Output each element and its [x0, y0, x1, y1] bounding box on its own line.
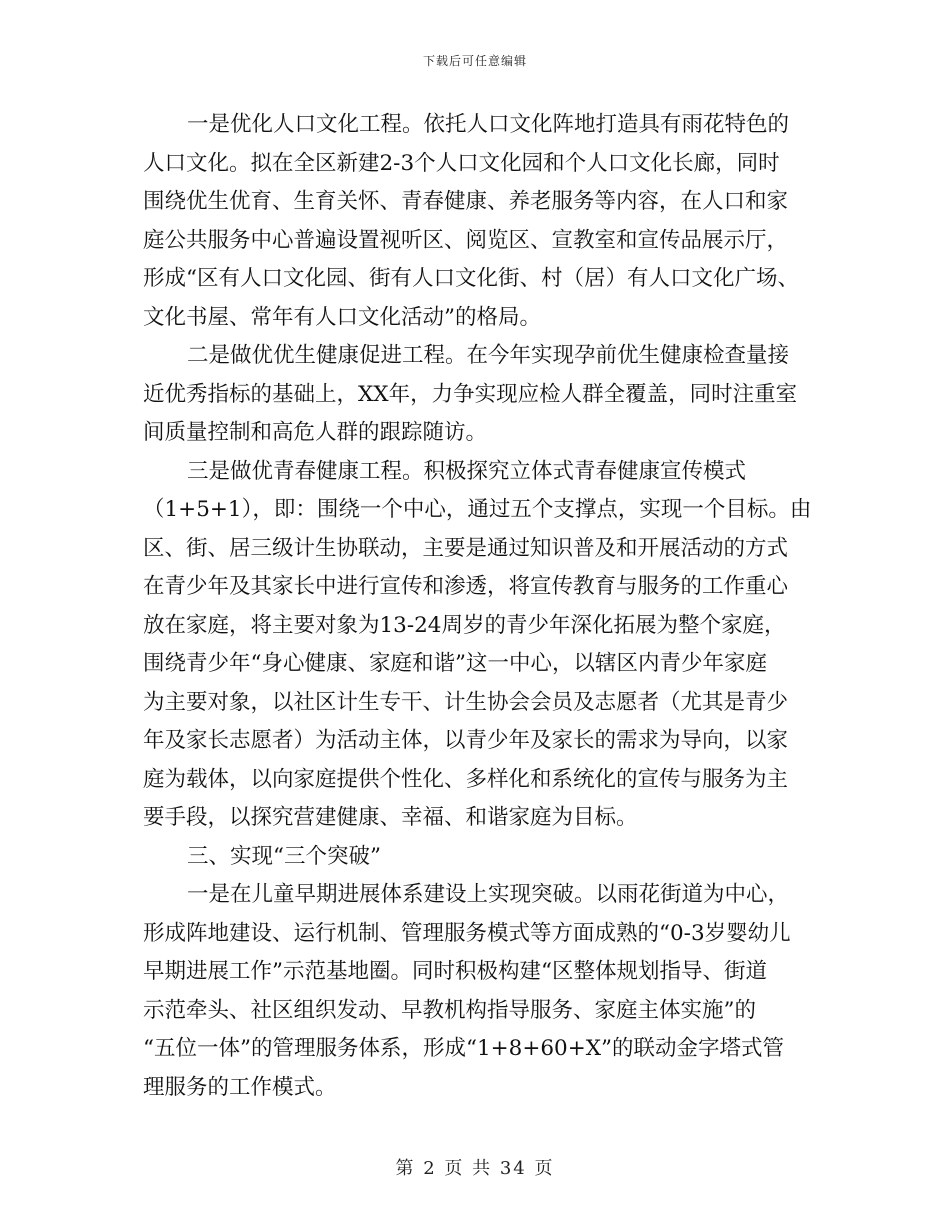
paragraph-line: 在青少年及其家长中进行宣传和渗透，将宣传教育与服务的工作重心: [143, 574, 789, 599]
paragraph-line: 早期进展工作”示范基地圈。同时积极构建“区整体规划指导、街道: [143, 959, 767, 984]
paragraph-line: 近优秀指标的基础上，XX年，力争实现应检人群全覆盖，同时注重室: [143, 381, 798, 407]
paragraph-line: 形成阵地建设、运行机制、管理服务模式等方面成熟的“0-3岁婴幼儿: [143, 920, 791, 946]
paragraph-line: 文化书屋、常年有人口文化活动”的格局。: [143, 304, 541, 330]
paragraph-line: 放在家庭，将主要对象为13-24周岁的青少年深化拓展为整个家庭，: [143, 612, 786, 638]
paragraph-line: 围绕优生优育、生育关怀、青春健康、养老服务等内容，在人口和家: [143, 189, 789, 214]
paragraph-line: 一是优化人口文化工程。依托人口文化阵地打造具有雨花特色的: [187, 112, 790, 137]
document-body: [143, 106, 815, 1107]
paragraph-line: 庭为载体，以向家庭提供个性化、多样化和系统化的宣传与服务为主: [143, 766, 789, 792]
paragraph-line: 理服务的工作模式。: [143, 1074, 337, 1100]
paragraph-line: 年及家长志愿者）为活动主体，以青少年及家长的需求为导向，以家: [143, 728, 789, 753]
paragraph-line: 示范牵头、社区组织发动、早教机构指导服务、家庭主体实施”的: [143, 997, 756, 1023]
paragraph-line: 二是做优优生健康促进工程。在今年实现孕前优生健康检查量接: [187, 343, 790, 368]
page-header: 下载后可任意编辑: [422, 54, 527, 68]
paragraph-line: 要手段，以探究营建健康、幸福、和谐家庭为目标。: [143, 805, 638, 830]
paragraph-line: 为主要对象，以社区计生专干、计生协会会员及志愿者（尤其是青少: [143, 689, 789, 715]
paragraph-line: 围绕青少年“身心健康、家庭和谐”这一中心，以辖区内青少年家庭: [143, 651, 767, 676]
paragraph-line: 三是做优青春健康工程。积极探究立体式青春健康宣传模式: [187, 458, 747, 484]
paragraph-line: 庭公共服务中心普遍设置视听区、阅览区、宣教室和宣传品展示厅，: [143, 227, 789, 253]
paragraph-line: 一是在儿童早期进展体系建设上实现突破。以雨花街道为中心，: [187, 882, 790, 907]
paragraph-line: 形成“区有人口文化园、街有人口文化街、村（居）有人口文化广场、: [143, 266, 799, 291]
paragraph-line: “五位一体”的管理服务体系，形成“1+8+60+X”的联动金字塔式管: [143, 1036, 785, 1061]
paragraph-line: 间质量控制和高危人群的跟踪随访。: [143, 420, 488, 445]
paragraph-line: 区、街、居三级计生协联动，主要是通过知识普及和开展活动的方式: [143, 535, 789, 561]
page-number-footer: 第 2 页 共 34 页: [395, 1158, 555, 1179]
section-heading: 三、实现“三个突破”: [187, 843, 381, 869]
paragraph-line: 人口文化。拟在全区新建2-3个人口文化园和个人口文化长廊，同时: [143, 150, 780, 176]
paragraph-line: （1+5+1），即：围绕一个中心，通过五个支撑点，实现一个目标。由: [143, 497, 812, 522]
